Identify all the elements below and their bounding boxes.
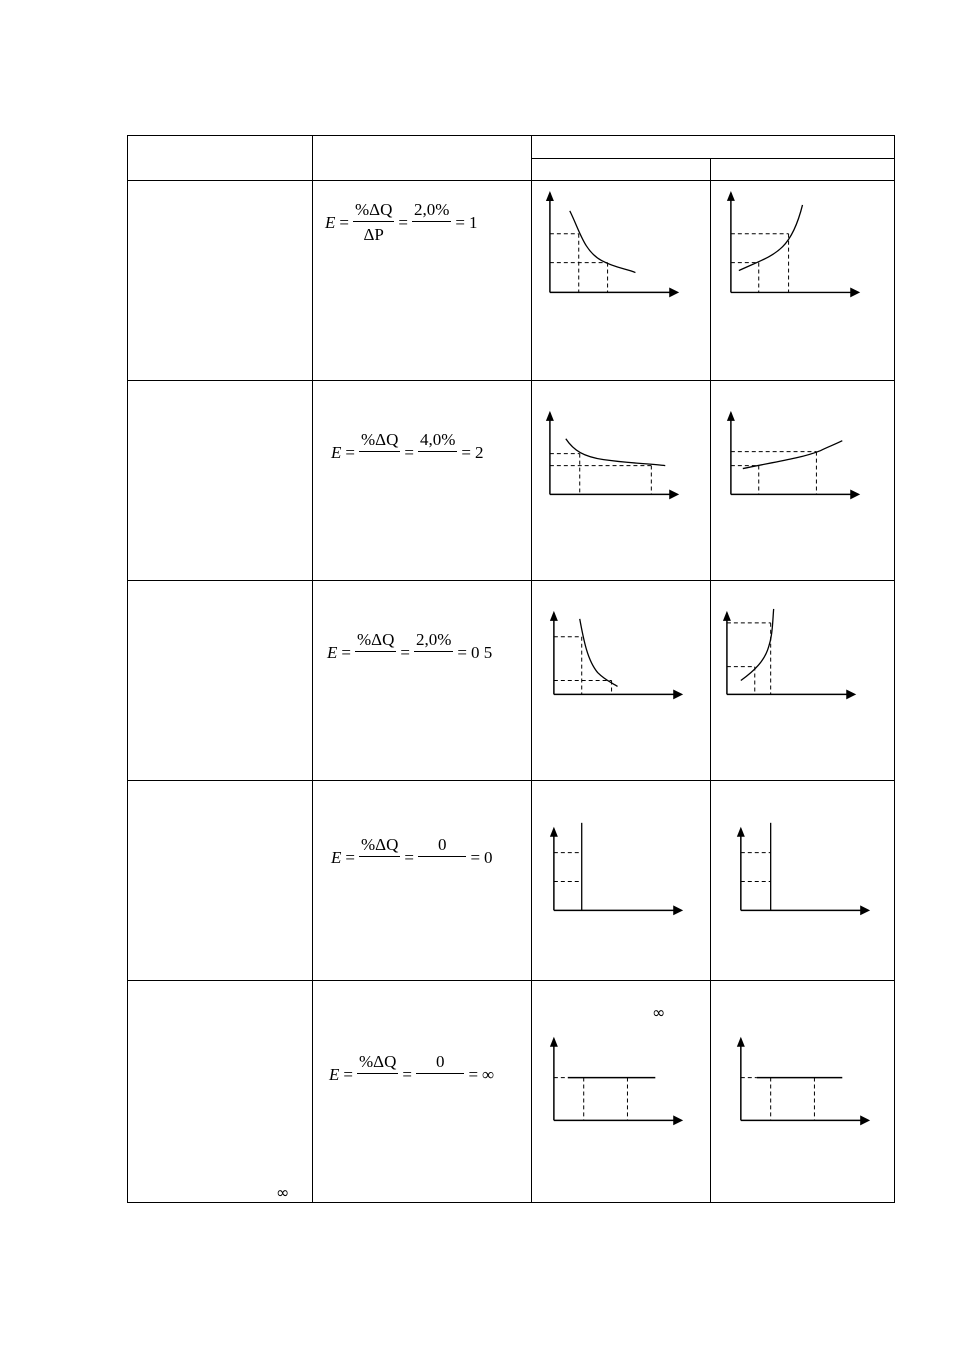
supply-graph-cell (711, 781, 895, 981)
formula-equals: = (404, 847, 414, 867)
demand-graph-cell (532, 781, 711, 981)
fraction-1 (353, 201, 394, 244)
demand-curve (580, 619, 618, 687)
header-formula-cell (313, 136, 532, 181)
fraction-numerator: %ΔQ (359, 836, 400, 857)
arrow-head-icon (673, 1115, 683, 1125)
arrow-head-icon (673, 689, 683, 699)
type-cell (128, 981, 313, 1203)
formula-equals: = (468, 1064, 479, 1084)
header-graph-group-cell (532, 136, 895, 159)
fraction-1 (359, 431, 400, 474)
arrow-head-icon (727, 191, 735, 201)
arrow-head-icon (669, 287, 679, 297)
formula-equals: = (455, 212, 465, 232)
table-row (128, 381, 895, 581)
supply-curve-graph (711, 181, 894, 380)
formula-lhs: E (329, 1064, 340, 1084)
supply-graph-cell (711, 581, 895, 781)
formula-equals: = (404, 442, 414, 462)
demand-graph-cell (532, 381, 711, 581)
supply-curve-graph (711, 381, 894, 580)
fraction-2 (418, 431, 457, 474)
supply-curve-graph (711, 581, 894, 780)
arrow-head-icon (860, 1115, 870, 1125)
formula-equals: = (470, 847, 481, 867)
header-supply-graph-cell (711, 159, 895, 181)
formula-equals: = (400, 642, 410, 662)
elasticity-formula (327, 631, 492, 674)
demand-curve-graph (532, 581, 710, 780)
supply-curve-graph (711, 981, 894, 1202)
arrow-head-icon (737, 1037, 745, 1047)
formula-lhs: E (327, 642, 338, 662)
elasticity-table (127, 135, 895, 1203)
fraction-1 (355, 631, 396, 674)
arrow-head-icon (723, 611, 731, 621)
formula-equals: = (402, 1064, 412, 1084)
demand-curve-graph (532, 781, 710, 980)
arrow-head-icon (737, 827, 745, 837)
arrow-head-icon (546, 191, 554, 201)
arrow-head-icon (550, 611, 558, 621)
arrow-head-icon (846, 689, 856, 699)
supply-graph-cell (711, 181, 895, 381)
demand-curve-graph (532, 381, 710, 580)
demand-graph-cell (532, 181, 711, 381)
arrow-head-icon (550, 827, 558, 837)
formula-lhs: E (331, 442, 342, 462)
fraction-2 (418, 836, 467, 879)
elasticity-formula (329, 1053, 494, 1096)
elasticity-formula (325, 201, 477, 244)
supply-curve (743, 441, 842, 469)
infinity-symbol: ∞ (652, 1003, 666, 1022)
formula-equals: = (345, 847, 355, 867)
formula-cell (313, 781, 532, 981)
formula-equals: = (345, 442, 355, 462)
formula-result: 2 (474, 442, 484, 462)
fraction-2 (414, 631, 453, 674)
supply-curve (739, 205, 803, 271)
arrow-head-icon (673, 905, 683, 915)
fraction-numerator: 2,0% (412, 201, 451, 222)
fraction-1 (357, 1053, 398, 1096)
fraction-2 (416, 1053, 465, 1096)
fraction-1 (359, 836, 400, 879)
supply-curve (741, 609, 774, 681)
fraction-numerator: %ΔQ (357, 1053, 398, 1074)
demand-graph-cell (532, 981, 711, 1203)
type-cell (128, 781, 313, 981)
fraction-numerator: %ΔQ (355, 631, 396, 652)
elasticity-formula (331, 836, 493, 879)
formula-cell (313, 981, 532, 1203)
formula-lhs: E (325, 212, 336, 232)
formula-cell (313, 381, 532, 581)
arrow-head-icon (550, 1037, 558, 1047)
supply-curve-graph (711, 781, 894, 980)
formula-result: 0 5 (470, 642, 493, 662)
fraction-numerator: 0 (418, 836, 467, 857)
fraction-numerator: 4,0% (418, 431, 457, 452)
arrow-head-icon (727, 411, 735, 421)
elasticity-formula (331, 431, 483, 474)
table-row (128, 181, 895, 381)
formula-lhs: E (331, 847, 342, 867)
arrow-head-icon (546, 411, 554, 421)
formula-result: ∞ (482, 1064, 495, 1084)
demand-curve-graph (532, 981, 710, 1202)
table-row (128, 581, 895, 781)
formula-equals: = (339, 212, 349, 232)
header-type-cell (128, 136, 313, 181)
fraction-numerator: %ΔQ (353, 201, 394, 222)
fraction-denominator: ΔP (363, 225, 384, 244)
supply-graph-cell (711, 981, 895, 1203)
supply-graph-cell (711, 381, 895, 581)
arrow-head-icon (669, 489, 679, 499)
fraction-2 (412, 201, 451, 244)
infinity-symbol: ∞ (276, 1183, 290, 1202)
formula-equals: = (457, 642, 467, 662)
fraction-numerator: %ΔQ (359, 431, 400, 452)
demand-curve (566, 439, 665, 466)
arrow-head-icon (860, 905, 870, 915)
header-demand-graph-cell (532, 159, 711, 181)
arrow-head-icon (850, 287, 860, 297)
demand-curve (570, 211, 636, 273)
type-cell (128, 181, 313, 381)
formula-result: 0 (484, 847, 493, 867)
formula-equals: = (341, 642, 351, 662)
demand-graph-cell (532, 581, 711, 781)
type-cell (128, 581, 313, 781)
demand-curve-graph (532, 181, 710, 380)
formula-result: 1 (468, 212, 478, 232)
table-row (128, 981, 895, 1203)
formula-equals: = (461, 442, 471, 462)
fraction-numerator: 2,0% (414, 631, 453, 652)
arrow-head-icon (850, 489, 860, 499)
table-row (128, 781, 895, 981)
formula-equals: = (343, 1064, 353, 1084)
formula-equals: = (398, 212, 408, 232)
formula-cell (313, 581, 532, 781)
type-cell (128, 381, 313, 581)
formula-cell (313, 181, 532, 381)
fraction-numerator: 0 (416, 1053, 465, 1074)
